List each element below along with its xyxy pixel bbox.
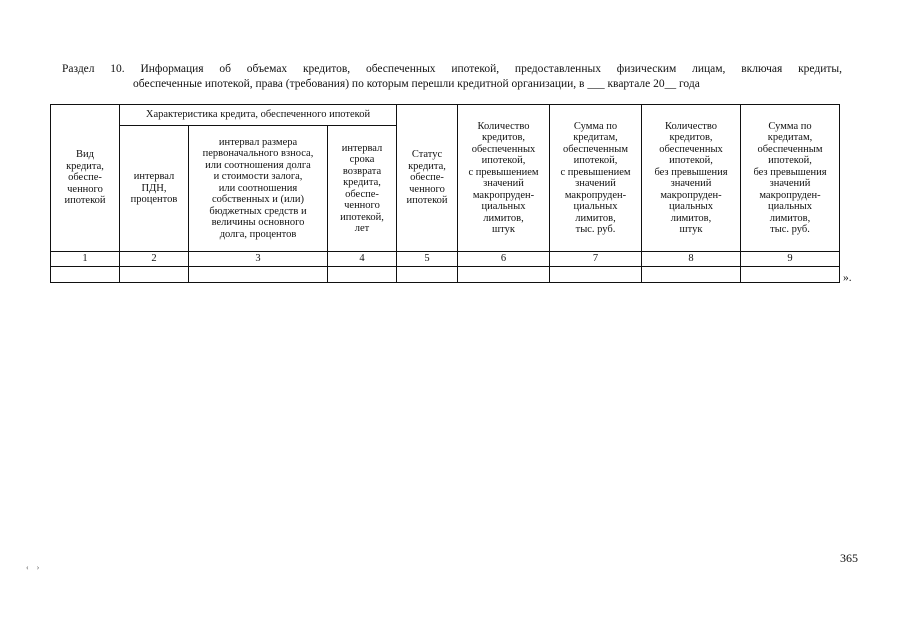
- section-title-line1: Раздел 10. Информация об объемах кредитов, обеспеченных ипотекой, предоставленных физическим лицам, включая кредиты,: [62, 63, 842, 75]
- empty-cell: [741, 267, 840, 283]
- header-initial-payment-interval: интервал размера первоначального взноса, или соотношения долга и стоимости залога, или соотношения собственных и (или) бюджетных средств и величины основного долга, процентов: [189, 126, 328, 252]
- header-sum-not-exceeding: Сумма по кредитам, обеспеченным ипотекой, без превышения значений макропруден- циальных лимитов, тыс. руб.: [741, 105, 840, 252]
- column-number: 7: [550, 252, 642, 267]
- empty-cell: [458, 267, 550, 283]
- header-sum-exceeding: Сумма по кредитам, обеспеченным ипотекой, с превышением значений макропруден- циальных лимитов, тыс. руб.: [550, 105, 642, 252]
- column-number: 2: [120, 252, 189, 267]
- mortgage-credit-table: [50, 104, 840, 283]
- column-number-row: [51, 252, 840, 267]
- section-title-line2: обеспеченные ипотекой, права (требования) по которым перешли кредитной организации, в ___ квартале 20__ года: [133, 78, 700, 90]
- table-row: [51, 267, 840, 283]
- column-number: 9: [741, 252, 840, 267]
- section-title: [62, 62, 842, 92]
- column-number: 6: [458, 252, 550, 267]
- column-number: 8: [642, 252, 741, 267]
- empty-cell: [397, 267, 458, 283]
- column-number: 1: [51, 252, 120, 267]
- header-row-group: [51, 105, 840, 126]
- header-term-interval: интервал срока возврата кредита, обеспе- ченного ипотекой, лет: [328, 126, 397, 252]
- header-count-exceeding: Количество кредитов, обеспеченных ипотекой, с превышением значений макропруден- циальных лимитов, штук: [458, 105, 550, 252]
- empty-cell: [120, 267, 189, 283]
- header-credit-type: Вид кредита, обеспе- ченного ипотекой: [51, 105, 120, 252]
- empty-cell: [550, 267, 642, 283]
- column-number: 4: [328, 252, 397, 267]
- header-pdn-interval: интервал ПДН, процентов: [120, 126, 189, 252]
- empty-cell: [51, 267, 120, 283]
- header-count-not-exceeding: Количество кредитов, обеспеченных ипотекой, без превышения значений макропруден- циальных лимитов, штук: [642, 105, 741, 252]
- column-number: 5: [397, 252, 458, 267]
- empty-cell: [642, 267, 741, 283]
- empty-cell: [189, 267, 328, 283]
- header-credit-characteristics: Характеристика кредита, обеспеченного ипотекой: [120, 105, 397, 126]
- column-number: 3: [189, 252, 328, 267]
- header-credit-status: Статус кредита, обеспе- ченного ипотекой: [397, 105, 458, 252]
- scan-mark: ‹ ›: [26, 563, 43, 572]
- empty-cell: [328, 267, 397, 283]
- closing-quote: ».: [843, 272, 852, 284]
- page-number: 365: [840, 551, 858, 565]
